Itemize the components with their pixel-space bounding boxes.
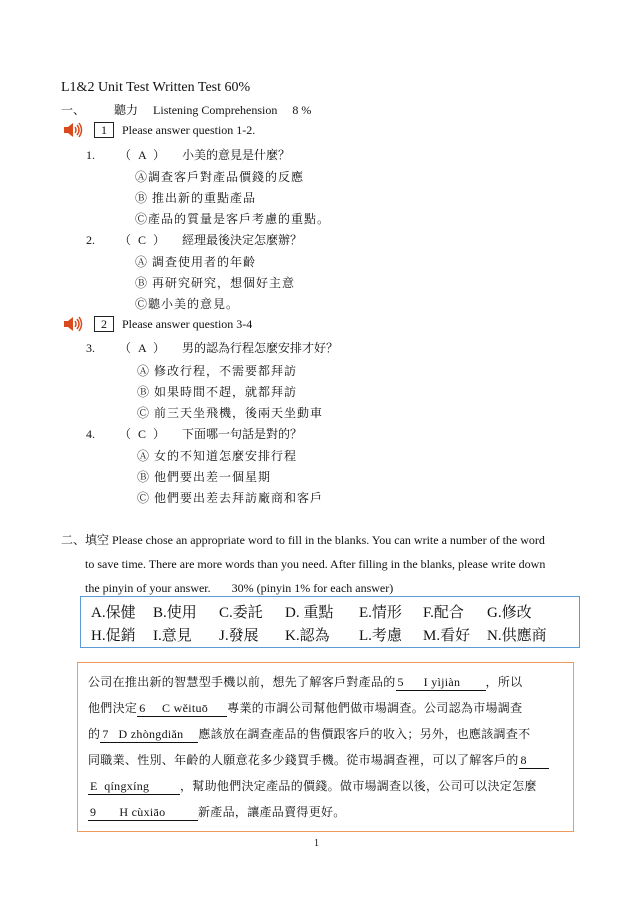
question-answer: （ C ） <box>119 233 168 247</box>
option-c: Ⓒ聽小美的意見。 <box>135 297 240 311</box>
question-number: 3. <box>86 341 95 355</box>
blank-8[interactable]: E qíngxíng <box>88 779 180 795</box>
option-c: Ⓒ產品的質量是客戶考慮的重點。 <box>135 212 331 226</box>
question-answer: （ A ） <box>119 148 168 162</box>
section2-line-1: 二、填空 Please chose an appropriate word to fill in the blanks. You can write a number of the word <box>61 533 545 547</box>
question-text: 男的認為行程怎麼安排才好？ <box>182 341 339 355</box>
question-number: 1. <box>86 148 95 162</box>
word-bank-item: L.考慮 <box>359 628 402 644</box>
section1-num: 一、 <box>61 103 86 117</box>
word-bank-item: C.委託 <box>219 605 263 621</box>
question-answer: （ A ） <box>119 341 168 355</box>
question-number: 2. <box>86 233 95 247</box>
question-answer: （ C ） <box>119 427 168 441</box>
passage-text: 公司在推出新的智慧型手機以前，想先了解客戶對產品的 <box>88 675 396 689</box>
question-4 <box>86 425 302 442</box>
word-bank-item: G.修改 <box>487 605 532 621</box>
word-bank-item: J.發展 <box>219 628 259 644</box>
part2-number-box: 2 <box>94 316 114 332</box>
word-bank-item: A.保健 <box>91 605 136 621</box>
option-c: Ⓒ 前三天坐飛機，後兩天坐動車 <box>137 406 324 420</box>
option-b: Ⓑ 推出新的重點產品 <box>135 191 257 205</box>
question-text: 下面哪一句話是對的？ <box>182 427 303 441</box>
question-text: 小美的意見是什麼？ <box>182 148 291 162</box>
speaker-icon[interactable] <box>62 315 84 333</box>
part1-instruction: Please answer question 1-2. <box>122 122 256 137</box>
word-bank-item: I.意見 <box>153 628 192 644</box>
word-bank <box>80 596 580 648</box>
passage-line-1 <box>88 673 522 691</box>
part1-header <box>62 121 255 139</box>
cloze-passage <box>77 662 574 832</box>
passage-text: 應該放在調查產品的售價跟客戶的收入；另外，也應該調查不 <box>198 727 531 741</box>
option-b: Ⓑ 他們要出差一個星期 <box>137 470 272 484</box>
blank-7[interactable]: 7 D zhòngdiǎn <box>100 727 198 743</box>
word-bank-row-2 <box>91 624 557 645</box>
part2-instruction: Please answer question 3-4 <box>122 316 253 331</box>
blank-8-number[interactable]: 8 <box>519 753 549 769</box>
passage-text: 的 <box>88 727 101 741</box>
option-b: Ⓑ 如果時間不趕，就都拜訪 <box>137 385 298 399</box>
section2-line-2: to save time. There are more words than you need. After filling in the blanks, please write down <box>85 557 546 571</box>
part2-header <box>62 315 252 333</box>
word-bank-item: H.促銷 <box>91 628 136 644</box>
section2-instructions <box>61 528 586 600</box>
section1-english: Listening Comprehension <box>153 103 278 117</box>
option-a: Ⓐ 女的不知道怎麼安排行程 <box>137 449 298 463</box>
blank-5[interactable]: 5 I yìjiàn <box>396 675 486 691</box>
passage-text: 他們決定 <box>88 701 138 715</box>
page-title: L1&2 Unit Test Written Test 60% <box>61 80 251 95</box>
word-bank-item: M.看好 <box>423 628 471 644</box>
option-a: Ⓐ 調查使用者的年齡 <box>135 255 257 269</box>
section2-line-3: the pinyin of your answer. 30% (pinyin 1% for each answer) <box>85 581 394 595</box>
option-b: Ⓑ 再研究研究，想個好主意 <box>135 276 296 290</box>
blank-6[interactable]: 6 C wěituō <box>137 701 227 717</box>
word-bank-item: D. 重點 <box>285 605 334 621</box>
word-bank-item: B.使用 <box>153 605 197 621</box>
passage-line-6 <box>88 803 346 821</box>
word-bank-row-1 <box>91 601 557 622</box>
section1-label: 聽力 <box>114 103 139 117</box>
option-c: Ⓒ 他們要出差去拜訪廠商和客戶 <box>137 491 324 505</box>
question-1 <box>86 146 290 163</box>
question-number: 4. <box>86 427 95 441</box>
passage-text: 同職業、性別、年齡的人願意花多少錢買手機。從市場調查裡，可以了解客戶的 <box>88 753 519 767</box>
word-bank-item: N.供應商 <box>487 628 547 644</box>
word-bank-item: F.配合 <box>423 605 464 621</box>
page-number: 1 <box>314 838 319 849</box>
question-3 <box>86 339 338 356</box>
part1-number-box: 1 <box>94 122 114 138</box>
passage-text: 新產品，讓產品賣得更好。 <box>198 805 346 819</box>
passage-text: ，幫助他們決定產品的價錢。做市場調查以後，公司可以決定怎麼 <box>180 779 537 793</box>
word-bank-item: E.情形 <box>359 605 402 621</box>
passage-line-3 <box>88 725 530 743</box>
section1-weight: 8 % <box>292 103 312 117</box>
passage-text: 專業的市調公司幫他們做市場調查。公司認為市場調查 <box>227 701 523 715</box>
section1-heading <box>61 101 311 118</box>
option-a: Ⓐ調查客戶對產品價錢的反應 <box>135 170 305 184</box>
passage-line-2 <box>88 699 522 717</box>
speaker-icon[interactable] <box>62 121 84 139</box>
option-a: Ⓐ 修改行程，不需要都拜訪 <box>137 364 298 378</box>
word-bank-item: K.認為 <box>285 628 330 644</box>
question-text: 經理最後決定怎麼辦？ <box>182 233 303 247</box>
passage-line-5 <box>88 777 537 795</box>
passage-text: ，所以 <box>485 675 523 689</box>
question-2 <box>86 231 302 248</box>
passage-line-4 <box>88 751 549 769</box>
blank-9[interactable]: 9 H cùxiāo <box>88 805 198 821</box>
